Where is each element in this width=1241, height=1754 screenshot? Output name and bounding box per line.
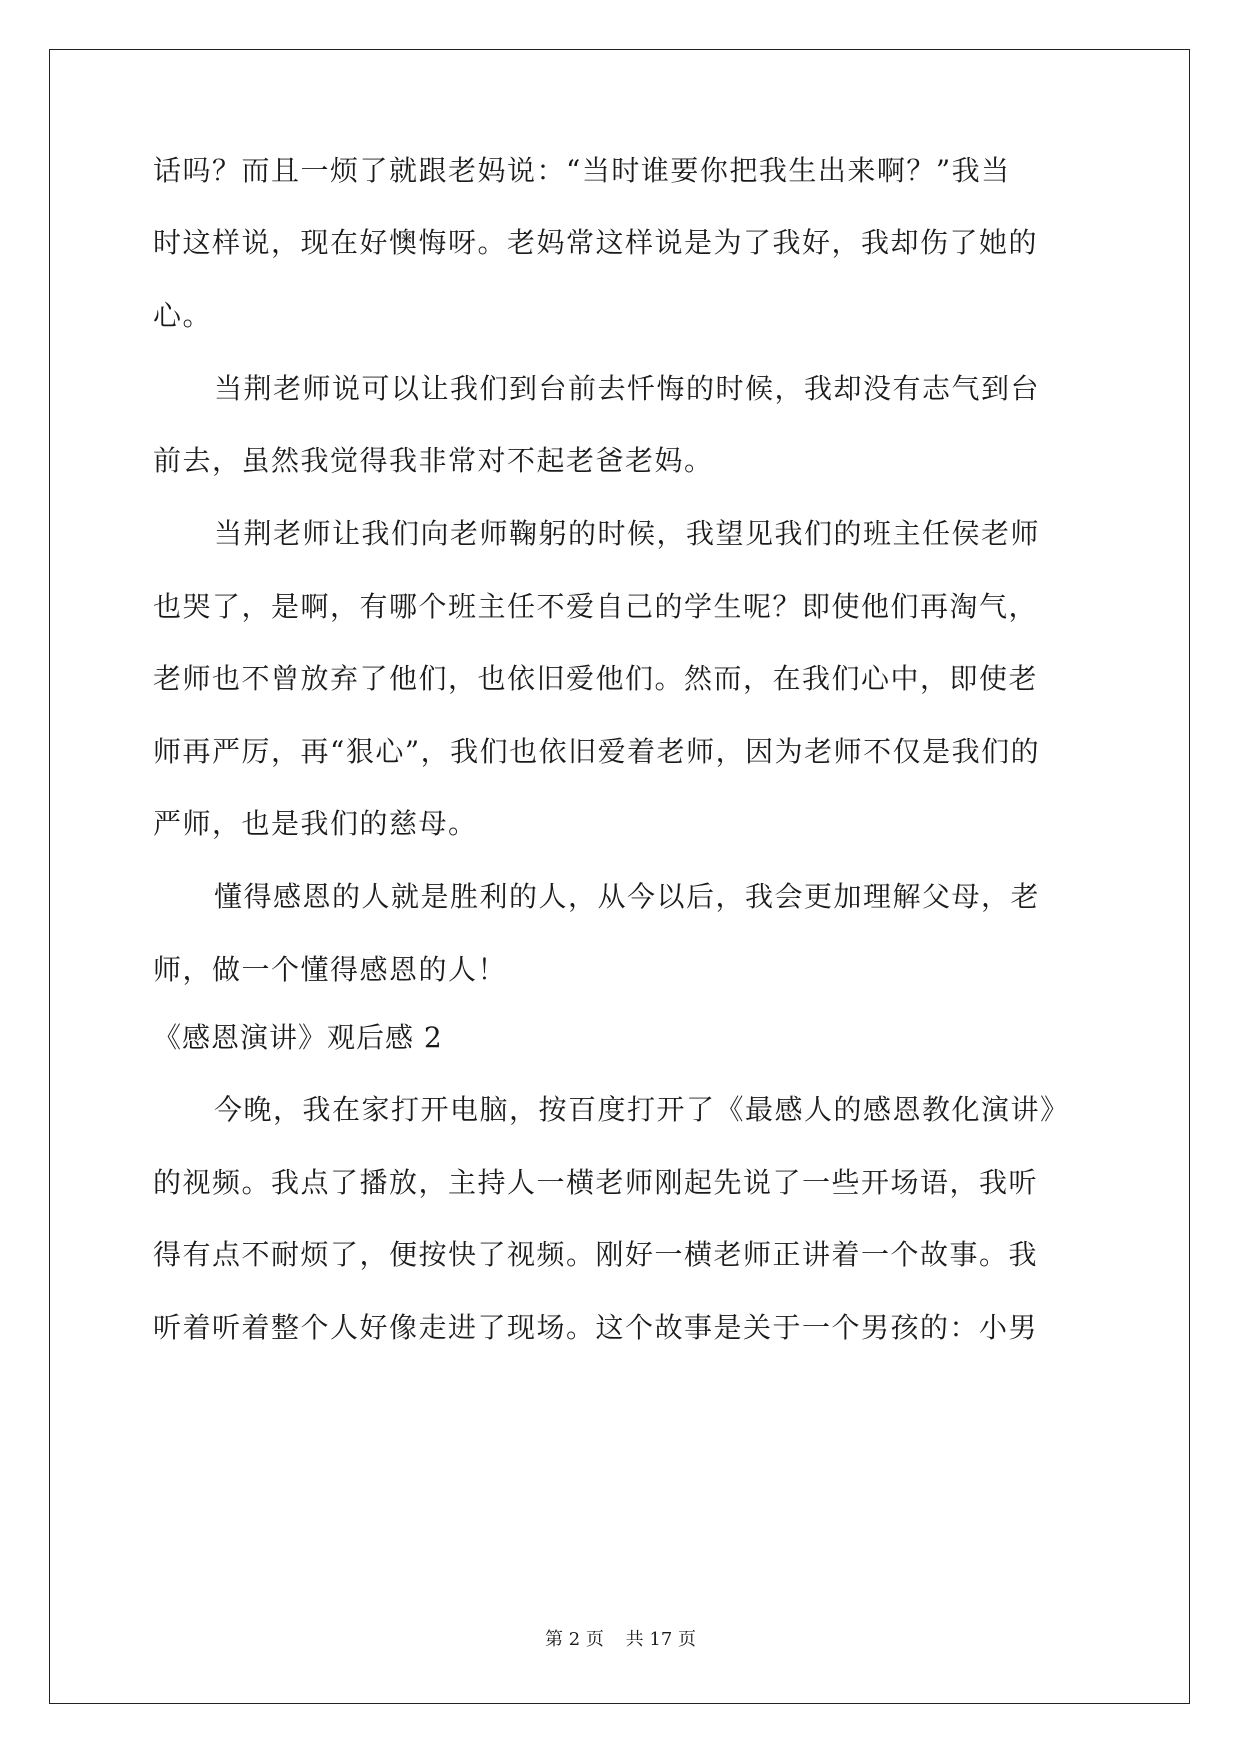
text-line-5: 前去，虽然我觉得我非常对不起老爸老妈。 [153, 444, 714, 477]
text-line-11: 懂得感恩的人就是胜利的人，从今以后，我会更加理解父母，老 [214, 880, 1041, 913]
text-line-12: 师，做一个懂得感恩的人！ [153, 953, 508, 986]
text-line-15: 的视频。我点了播放，主持人一横老师刚起先说了一些开场语，我听 [153, 1166, 1039, 1199]
text-line-6: 当荆老师让我们向老师鞠躬的时候，我望见我们的班主任侯老师 [214, 517, 1041, 550]
text-line-4: 当荆老师说可以让我们到台前去忏悔的时候，我却没有志气到台 [214, 372, 1041, 405]
text-line-7: 也哭了，是啊，有哪个班主任不爱自己的学生呢？即使他们再淘气， [153, 590, 1039, 623]
text-line-16: 得有点不耐烦了，便按快了视频。刚好一横老师正讲着一个故事。我 [153, 1238, 1039, 1271]
text-line-9: 师再严厉，再“狠心”，我们也依旧爱着老师，因为老师不仅是我们的 [153, 735, 1041, 768]
text-line-10: 严师，也是我们的慈母。 [153, 807, 478, 840]
text-line-8: 老师也不曾放弃了他们，也依旧爱他们。然而，在我们心中，即使老 [153, 662, 1039, 695]
text-line-2: 时这样说，现在好懊悔呀。老妈常这样说是为了我好，我却伤了她的 [153, 226, 1039, 259]
section-heading: 《感恩演讲》观后感 2 [153, 1021, 443, 1054]
text-line-17: 听着听着整个人好像走进了现场。这个故事是关于一个男孩的：小男 [153, 1311, 1039, 1344]
text-line-14: 今晚，我在家打开电脑，按百度打开了《最感人的感恩教化演讲》 [214, 1093, 1070, 1126]
page-total: 共 17 页 [625, 1629, 696, 1650]
text-line-1: 话吗？而且一烦了就跟老妈说：“当时谁要你把我生出来啊？”我当 [153, 154, 1011, 187]
page-number: 第 2 页 [545, 1629, 604, 1650]
page-footer [0, 1628, 1241, 1652]
text-line-3: 心。 [153, 299, 213, 332]
